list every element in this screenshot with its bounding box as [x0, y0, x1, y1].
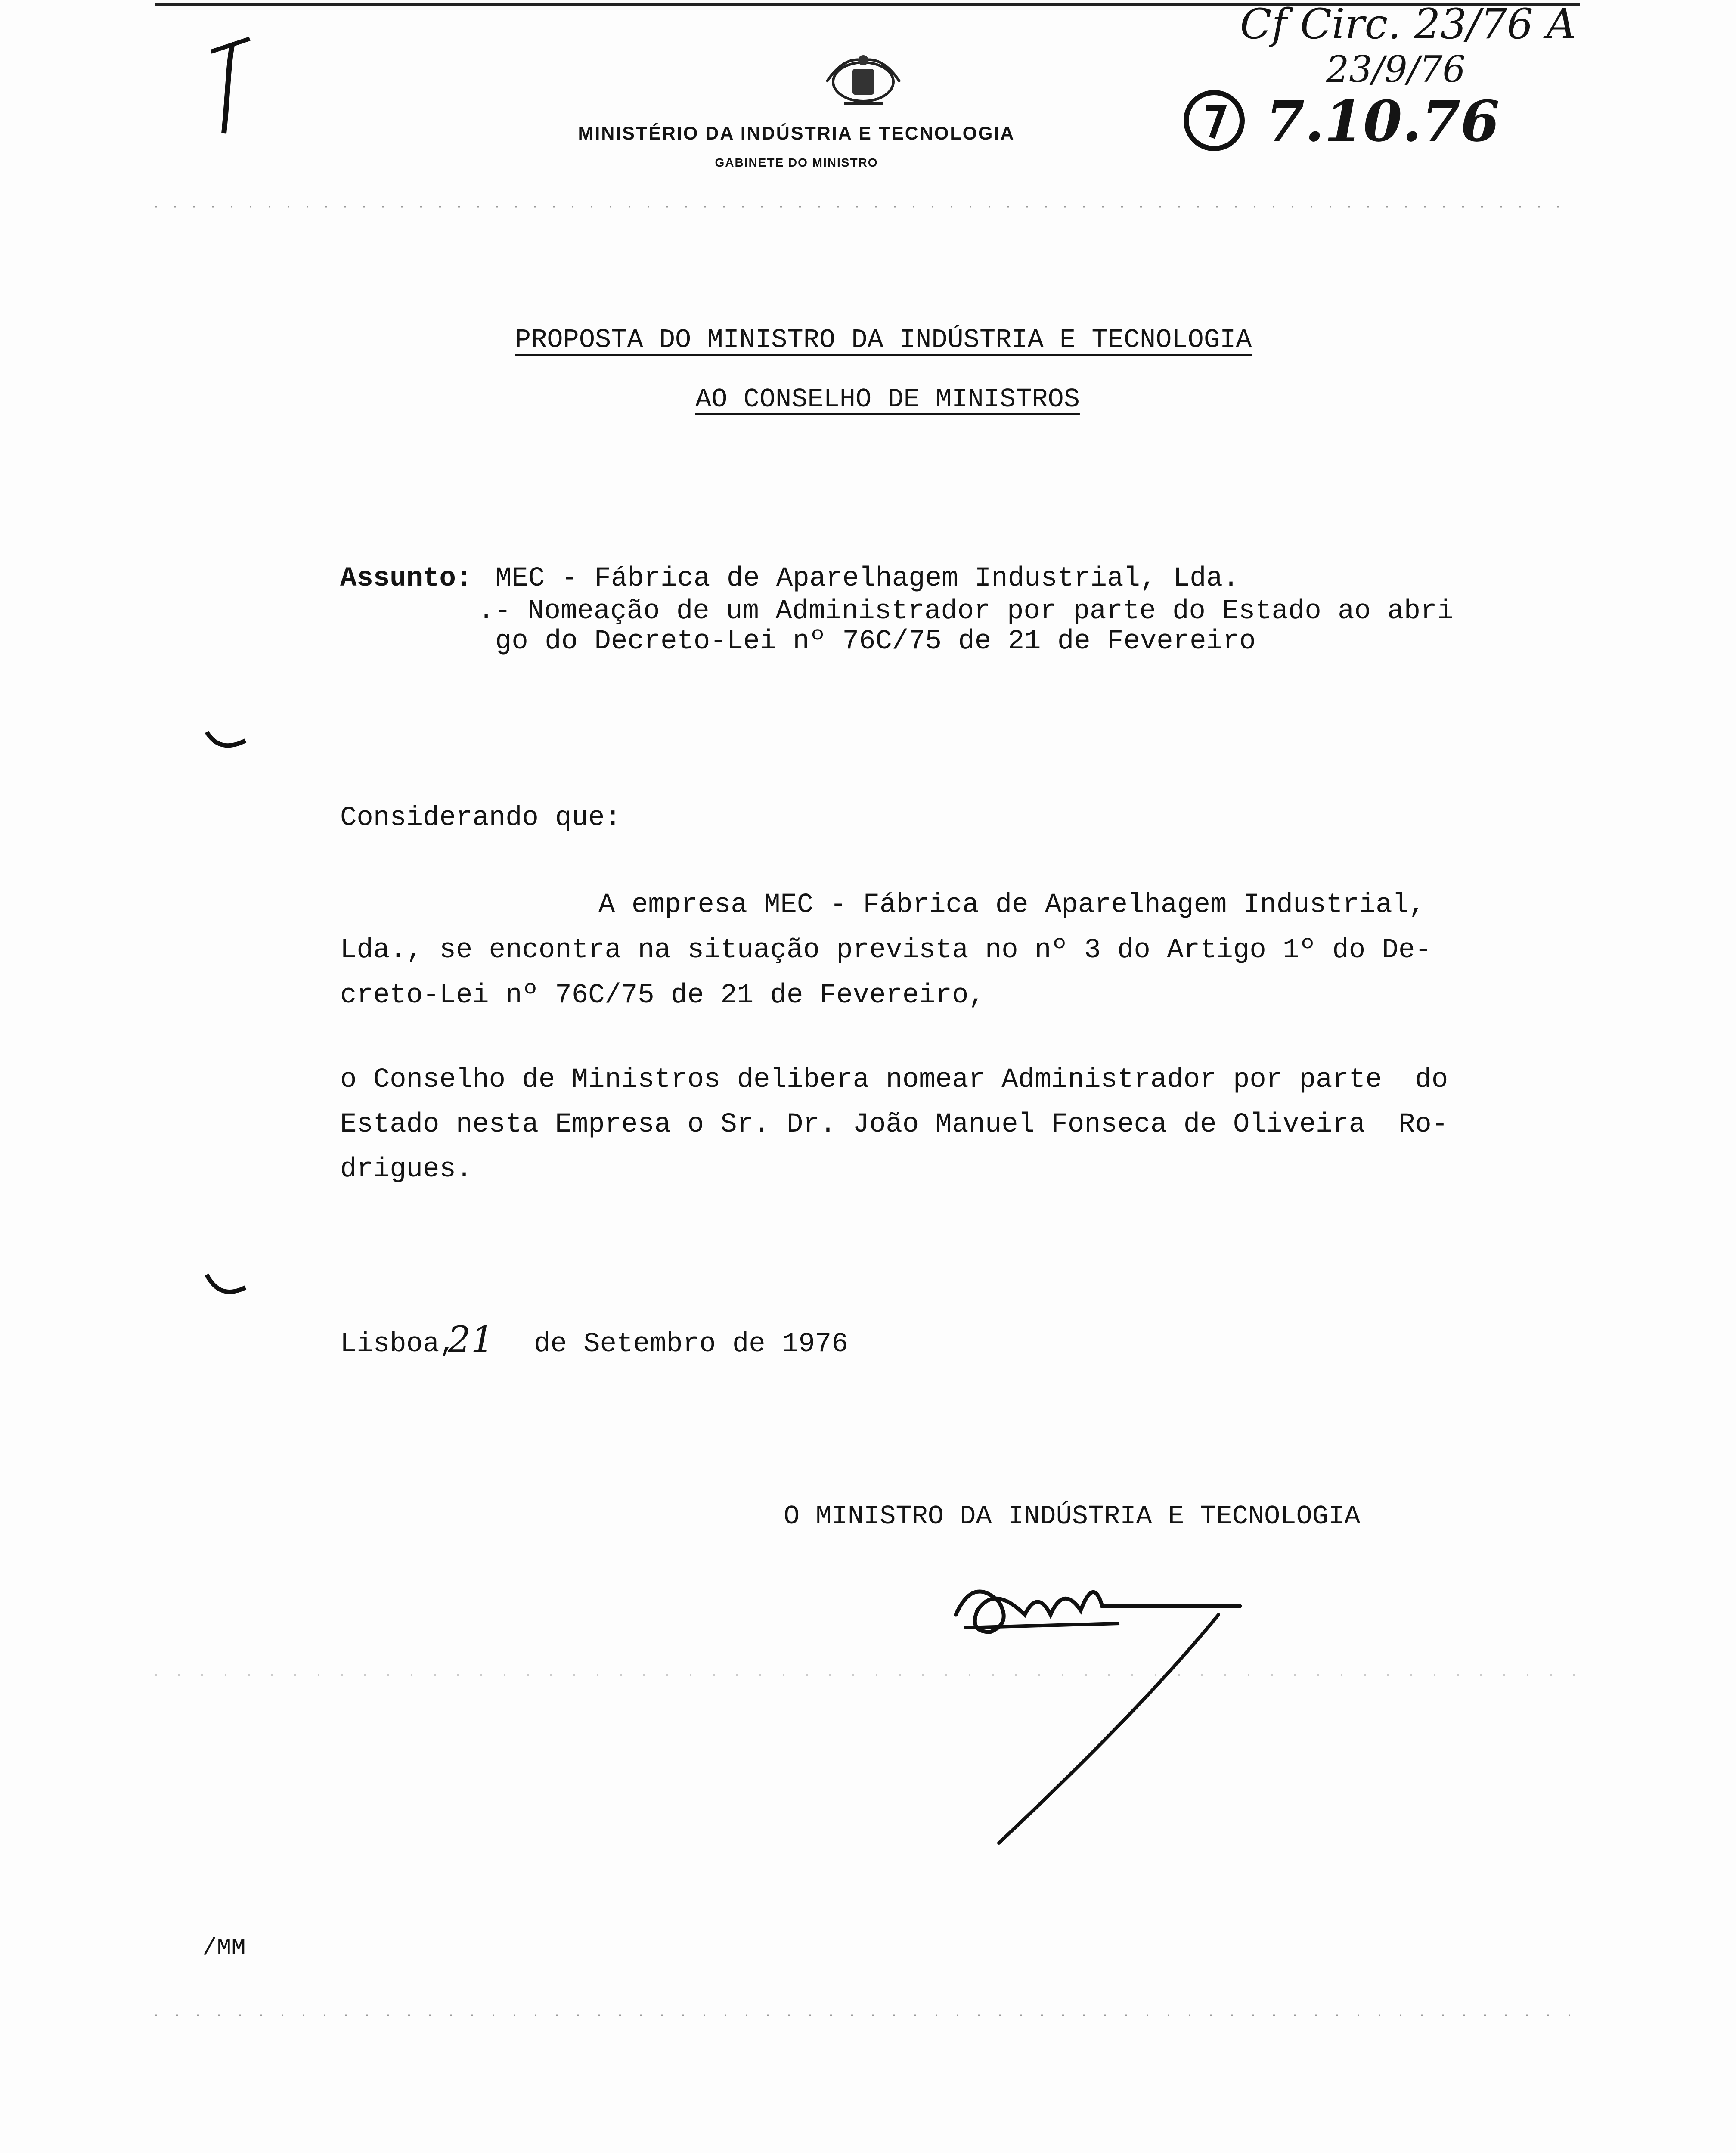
date-text: de Setembro de 1976	[534, 1329, 848, 1360]
handwritten-received-date: 23/9/76	[1326, 48, 1466, 90]
body-paragraph-2-line-1: o Conselho de Ministros delibera nomear Administrador por parte do	[340, 1064, 1448, 1095]
subject-line-1: MEC - Fábrica de Aparelhagem Industrial, Lda.	[495, 563, 1240, 594]
handwritten-reference: Cf Circ. 23/76 A	[1240, 0, 1576, 48]
typist-initials: /MM	[202, 1934, 246, 1962]
subject-label: Assunto:	[340, 563, 473, 594]
circled-number-mark	[1180, 86, 1253, 159]
handwritten-stamped-date: 7.10.76	[1266, 88, 1500, 154]
body-paragraph-2-line-2: Estado nesta Empresa o Sr. Dr. João Manuel Fonseca de Oliveira Ro-	[340, 1109, 1448, 1140]
handwritten-day: 21	[448, 1318, 494, 1361]
subject-line-3: go do Decreto-Lei nº 76C/75 de 21 de Fevereiro	[495, 626, 1256, 657]
body-paragraph-1-line-1: A empresa MEC - Fábrica de Aparelhagem Industrial,	[598, 890, 1426, 921]
handwritten-stroke-mark	[224, 43, 232, 133]
signatory-title: O MINISTRO DA INDÚSTRIA E TECNOLOGIA	[784, 1501, 1361, 1532]
place-label: Lisboa,	[340, 1329, 456, 1360]
body-paragraph-1-line-3: creto-Lei nº 76C/75 de 21 de Fevereiro,	[340, 980, 985, 1011]
document-title-line-2: AO CONSELHO DE MINISTROS	[695, 384, 1080, 415]
body-paragraph-1-line-2: Lda., se encontra na situação prevista no nº 3 do Artigo 1º do De-	[340, 935, 1432, 966]
document-title-line-1: PROPOSTA DO MINISTRO DA INDÚSTRIA E TECNOLOGIA	[515, 325, 1252, 355]
scan-noise	[155, 202, 1602, 2032]
ministry-name: MINISTÉRIO DA INDÚSTRIA E TECNOLOGIA	[578, 123, 1015, 144]
subject-line-2: .- Nomeação de um Administrador por parte do Estado ao abri	[478, 596, 1454, 627]
cabinet-name: GABINETE DO MINISTRO	[715, 156, 878, 169]
considering-heading: Considerando que:	[340, 803, 621, 834]
coat-of-arms-emblem	[818, 52, 908, 116]
body-paragraph-2-line-3: drigues.	[340, 1154, 473, 1185]
